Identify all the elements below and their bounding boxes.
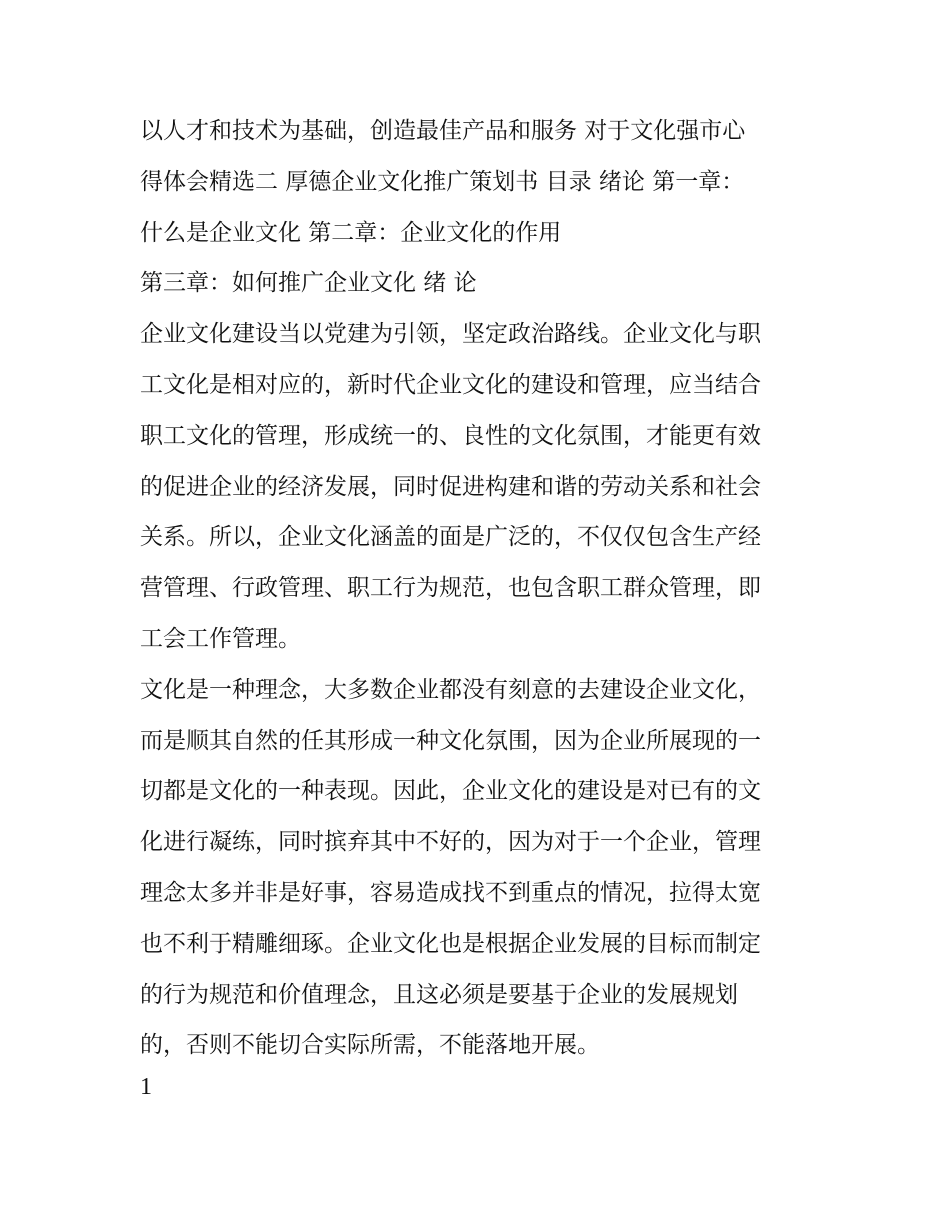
text-line: 的行为规范和价值理念，且这必须是要基于企业的发展规划 <box>140 981 738 1008</box>
text-line: 工文化是相对应的，新时代企业文化的建设和管理，应当结合 <box>140 371 761 398</box>
text-line: 职工文化的管理，形成统一的、良性的文化氛围，才能更有效 <box>140 422 761 449</box>
text-line: 切都是文化的一种表现。因此，企业文化的建设是对已有的文 <box>140 778 761 805</box>
text-line: 文化是一种理念，大多数企业都没有刻意的去建设企业文化， <box>140 676 761 703</box>
text-line: 的促进企业的经济发展，同时促进构建和谐的劳动关系和社会 <box>140 473 761 500</box>
text-line: 化进行凝练，同时摈弃其中不好的，因为对于一个企业，管理 <box>140 829 761 856</box>
text-line: 而是顺其自然的任其形成一种文化氛围，因为企业所展现的一 <box>140 727 761 754</box>
document-body <box>140 106 820 1071</box>
text-line: 的，否则不能切合实际所需，不能落地开展。 <box>140 1032 600 1059</box>
text-line: 企业文化建设当以党建为引领，坚定政治路线。企业文化与职 <box>140 321 761 348</box>
text-line: 也不利于精雕细琢。企业文化也是根据企业发展的目标而制定 <box>140 930 761 957</box>
text-line: 工会工作管理。 <box>140 625 301 652</box>
text-line: 关系。所以，企业文化涵盖的面是广泛的，不仅仅包含生产经 <box>140 524 761 551</box>
text-line: 以人才和技术为基础，创造最佳产品和服务 对于文化强市心 <box>140 118 746 144</box>
text-line: 理念太多并非是好事，容易造成找不到重点的情况，拉得太宽 <box>140 879 761 906</box>
text-line: 营管理、行政管理、职工行为规范，也包含职工群众管理，即 <box>140 575 761 602</box>
text-line: 得体会精选二 厚德企业文化推广策划书 目录 绪论 第一章： <box>140 168 745 195</box>
page-number: 1 <box>140 1074 152 1100</box>
text-line: 什么是企业文化 第二章：企业文化的作用 <box>140 219 562 246</box>
text-line: 第三章：如何推广企业文化 绪 论 <box>140 270 477 297</box>
